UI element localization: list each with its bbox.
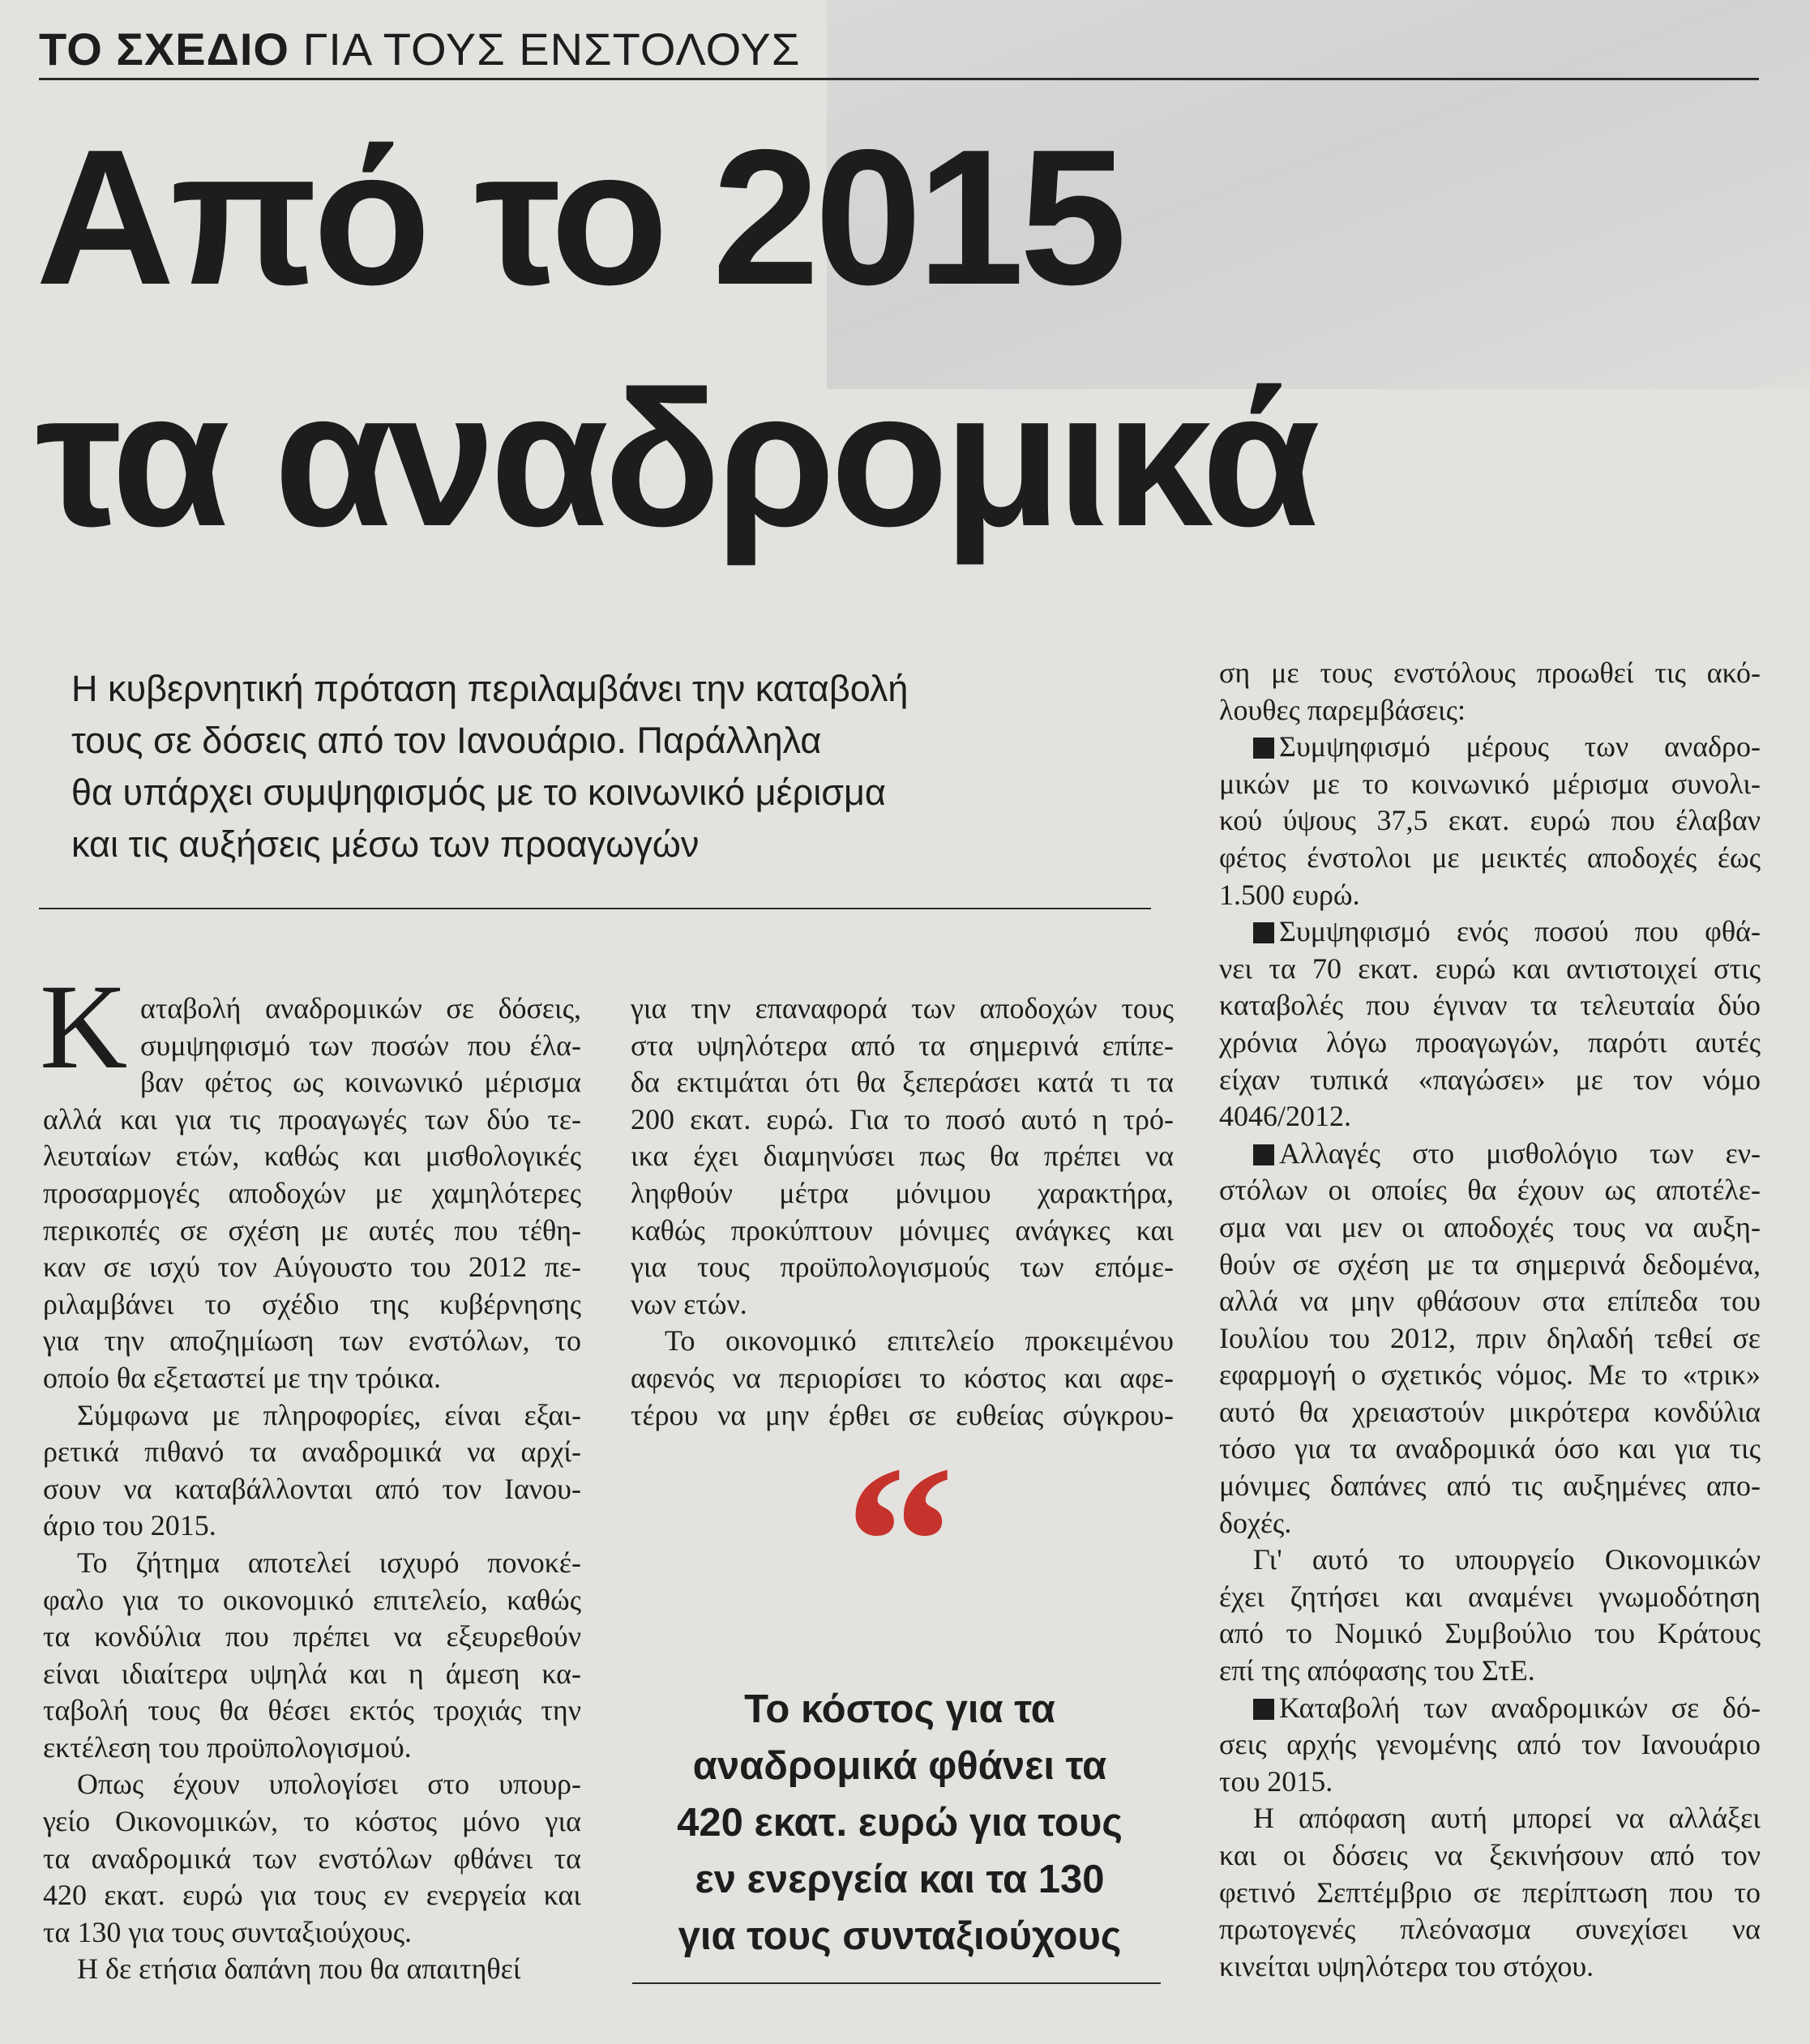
text-line: καταβολές που έγιναν τα τελευταία δύο <box>1219 989 1761 1022</box>
text-line: νων ετών. <box>631 1287 747 1320</box>
text-line: επί της απόφασης του ΣτΕ. <box>1219 1654 1535 1687</box>
text-line: εφαρμογή ο σχετικός νόμος. Με το «τρικ» <box>1219 1358 1761 1392</box>
bullet-paragraph <box>1219 1135 1761 1542</box>
text-line: Σύμφωνα με πληροφορίες, είναι εξαι- <box>77 1398 581 1431</box>
text-line: συμψηφισμό των ποσών που έλα- <box>140 1028 581 1062</box>
text-line: του 2015. <box>1219 1764 1333 1798</box>
text-line: Η απόφαση αυτή μπορεί να αλλάξει <box>1253 1802 1761 1835</box>
square-bullet-icon <box>1253 1144 1274 1165</box>
pull-quote-line: αναδρομικά φθάνει τα <box>692 1744 1107 1788</box>
deck-line: Η κυβερνητική πρόταση περιλαμβάνει την καταβολή <box>71 668 909 709</box>
drop-cap: Κ <box>40 960 128 1094</box>
bullet-paragraph <box>1219 729 1761 913</box>
text-line: για την επαναφορά των αποδοχών τους <box>631 992 1174 1024</box>
text-line: ση με τους ενστόλους προωθεί τις ακό- <box>1219 656 1761 689</box>
text-line: 200 εκατ. ευρώ. Για το ποσό αυτό η τρό- <box>631 1102 1174 1135</box>
kicker-bold: ΤΟ ΣΧΕΔΙΟ <box>39 24 289 75</box>
pull-quote-line: 420 εκατ. ευρώ για τους <box>677 1801 1123 1845</box>
text: Συμψηφισμό ενός ποσού που φθά- <box>1279 915 1761 948</box>
text-line: μόνιμες δαπάνες από τις αυξημένες απο- <box>1219 1469 1761 1503</box>
text-line: περικοπές σε σχέση με αυτές που τέθη- <box>43 1213 581 1246</box>
text-line: δα εκτιμάται ότι θα ξεπεράσει κατά τι τα <box>631 1066 1174 1099</box>
column-1 <box>40 960 581 1988</box>
text-line: σμα ναι μεν οι αποδοχές τους να αυξη- <box>1219 1210 1761 1243</box>
text-line: αλλά να μην φθάσουν στα επίπεδα του <box>1219 1285 1761 1318</box>
text-line: από το Νομικό Συμβούλιο του Κράτους <box>1219 1617 1761 1650</box>
text-line: νει τα 70 εκατ. ευρώ και αντιστοιχεί στις <box>1219 951 1761 985</box>
text-line: οποίο θα εξεταστεί με την τρόικα. <box>43 1361 442 1394</box>
headline-line-1: Από το 2015 <box>36 110 1123 325</box>
top-rule <box>39 78 1759 80</box>
text-line: ριλαμβάνει το σχέδιο της κυβέρνησης <box>43 1287 581 1320</box>
text-line: για τους προϋπολογισμούς των επόμε- <box>631 1251 1174 1284</box>
section-kicker <box>39 23 800 75</box>
text-line: γείο Οικονομικών, το κόστος μόνο για <box>43 1805 581 1838</box>
text-line: είναι ιδιαίτερα υψηλά και η άμεση κα- <box>43 1657 581 1690</box>
text-line: ταβολή τους θα θέσει εκτός τροχιάς την <box>43 1694 581 1727</box>
text-line: άριο του 2015. <box>43 1509 216 1542</box>
text-line <box>1219 729 1761 766</box>
text-line: φετινό Σεπτέμβριο σε περίπτωση που το <box>1219 1875 1761 1909</box>
text-line: σεις αρχής γενομένης από τον Ιανουάριο <box>1219 1728 1761 1761</box>
pull-quote-rule <box>632 1982 1161 1984</box>
square-bullet-icon <box>1253 1699 1274 1720</box>
paragraph <box>1219 655 1761 729</box>
deck-line: θα υπάρχει συμψηφισμός με το κοινωνικό μέρισμα <box>71 772 886 813</box>
pull-quote-line: εν ενεργεία και τα 130 <box>695 1858 1105 1901</box>
deck-line: και τις αυξήσεις μέσω των προαγωγών <box>71 823 700 865</box>
text-line: φαλο για το οικονομικό επιτελείο, καθώς <box>43 1583 581 1616</box>
text-line: ρετικά πιθανό τα αναδρομικά να αρχί- <box>43 1435 581 1469</box>
text-line: στα υψηλότερα από τα σημερινά επίπε- <box>631 1028 1174 1062</box>
text: Καταβολή των αναδρομικών σε δό- <box>1279 1691 1761 1724</box>
text: Αλλαγές στο μισθολόγιο των εν- <box>1279 1136 1761 1170</box>
text-line: καν σε ισχύ τον Αύγουστο του 2012 πε- <box>43 1251 581 1284</box>
paragraph <box>631 990 1174 1323</box>
paragraph <box>631 1323 1174 1434</box>
text-line <box>1219 913 1761 951</box>
text-line: πρωτογενές πλεόνασμα συνεχίσει να <box>1219 1913 1761 1946</box>
text-line: 1.500 ευρώ. <box>1219 878 1360 911</box>
text-line: Ιουλίου του 2012, πριν δηλαδή τεθεί σε <box>1219 1321 1761 1354</box>
text-line: τόσο για τα αναδρομικά όσο και για τις <box>1219 1432 1761 1465</box>
text-line: αφενός να περιορίσει το κόστος και αφε- <box>631 1361 1174 1394</box>
text-line: τα κονδύλια που πρέπει να εξευρεθούν <box>43 1620 581 1653</box>
text-line: λευταίων ετών, καθώς και μισθολογικές <box>43 1140 581 1173</box>
text-line: ληφθούν μέτρα μόνιμου χαρακτήρα, <box>631 1176 1174 1209</box>
kicker-regular: ΓΙΑ ΤΟΥΣ ΕΝΣΤΟΛΟΥΣ <box>302 24 801 75</box>
text-line: καθώς προκύπτουν μόνιμες ανάγκες και <box>631 1213 1174 1246</box>
text-line: Το οικονομικό επιτελείο προκειμένου <box>665 1324 1174 1358</box>
text-line: είχαν τυπικά «παγώσει» με τον νόμο <box>1219 1063 1761 1096</box>
text-line: θούν σε σχέση με τα σημερινά δεδομένα, <box>1219 1247 1761 1281</box>
quote-mark-icon: “ <box>845 1421 955 1663</box>
text-line: κινείται υψηλότερα του στόχου. <box>1219 1949 1594 1982</box>
text-line: δοχές. <box>1219 1506 1292 1539</box>
text-line: μικών με το κοινωνικό μέρισμα συνολι- <box>1219 767 1761 800</box>
paragraph <box>43 1951 581 1988</box>
deck-line: τους σε δόσεις από τον Ιανουάριο. Παράλληλα <box>71 720 822 761</box>
square-bullet-icon <box>1253 738 1274 759</box>
deck <box>71 663 1157 870</box>
headline-line-2: τα αναδρομικά <box>36 352 1316 567</box>
text-line: βαν φέτος ως κοινωνικό μέρισμα <box>140 1066 581 1099</box>
text-line: Το ζήτημα αποτελεί ισχυρό πονοκέ- <box>77 1546 581 1579</box>
text-line: προσαρμογές αποδοχών με χαμηλότερες <box>43 1176 581 1209</box>
text-line: αλλά και για τις προαγωγές των δύο τε- <box>43 1102 581 1135</box>
text-line: στόλων οι οποίες θα έχουν ως αποτέλε- <box>1219 1174 1761 1207</box>
text-line: αταβολή αναδρομικών σε δόσεις, <box>140 992 581 1024</box>
text-line: 4046/2012. <box>1219 1100 1352 1133</box>
paragraph <box>43 1397 581 1545</box>
text-line: ικα έχει διαμηνύσει πως θα πρέπει να <box>631 1140 1174 1173</box>
text-line: 420 εκατ. ευρώ για τους εν ενεργεία και <box>43 1879 581 1912</box>
text-line: Γι' αυτό το υπουργείο Οικονομικών <box>1253 1543 1761 1576</box>
pull-quote-line: Το κόστος για τα <box>744 1687 1055 1731</box>
text-line: κού ύψους 37,5 εκατ. ευρώ που έλαβαν <box>1219 804 1761 837</box>
text-line <box>1219 1135 1761 1173</box>
paragraph <box>1219 1542 1761 1689</box>
text: Συμψηφισμό μέρους των αναδρο- <box>1279 730 1761 763</box>
text-line <box>1219 1690 1761 1727</box>
text-line: έχει ζητήσει και αναμένει γνωμοδότηση <box>1219 1580 1761 1613</box>
text-line: σουν να καταβάλλονται από τον Ιανου- <box>43 1472 581 1505</box>
paragraph <box>43 1545 581 1767</box>
pull-quote-line: για τους συνταξιούχους <box>678 1914 1122 1958</box>
text-line: εκτέλεση του προϋπολογισμού. <box>43 1730 412 1764</box>
text-line: τα αναδρομικά των ενστόλων φθάνει τα <box>43 1841 581 1875</box>
paragraph <box>1219 1800 1761 1985</box>
text-line: Η δε ετήσια δαπάνη που θα απαιτηθεί <box>77 1952 521 1986</box>
text-line: αυτό θα χρειαστούν μικρότερα κονδύλια <box>1219 1395 1761 1428</box>
bullet-paragraph <box>1219 913 1761 1135</box>
text-line: για την αποζημίωση των ενστόλων, το <box>43 1324 581 1358</box>
column-3 <box>1219 655 1761 1985</box>
pull-quote <box>628 1681 1171 1965</box>
column-2 <box>631 990 1174 1434</box>
text-line: φέτος ένστολοι με μεικτές αποδοχές έως <box>1219 840 1761 874</box>
text-line: λουθες παρεμβάσεις: <box>1219 693 1466 726</box>
paragraph <box>40 960 581 1397</box>
text-line: τέρου να μην έρθει σε ευθείας σύγκρου- <box>631 1398 1174 1431</box>
text-line: τα 130 για τους συνταξιούχους. <box>43 1915 412 1948</box>
square-bullet-icon <box>1253 922 1274 943</box>
text-line: Οπως έχουν υπολογίσει στο υπουρ- <box>77 1768 581 1801</box>
text-line: χρόνια λόγω προαγωγών, παρότι αυτές <box>1219 1025 1761 1058</box>
bullet-paragraph <box>1219 1690 1761 1801</box>
text-line: και οι δόσεις να ξεκινήσουν από τον <box>1219 1839 1761 1871</box>
paragraph <box>43 1766 581 1951</box>
deck-rule <box>39 908 1151 909</box>
